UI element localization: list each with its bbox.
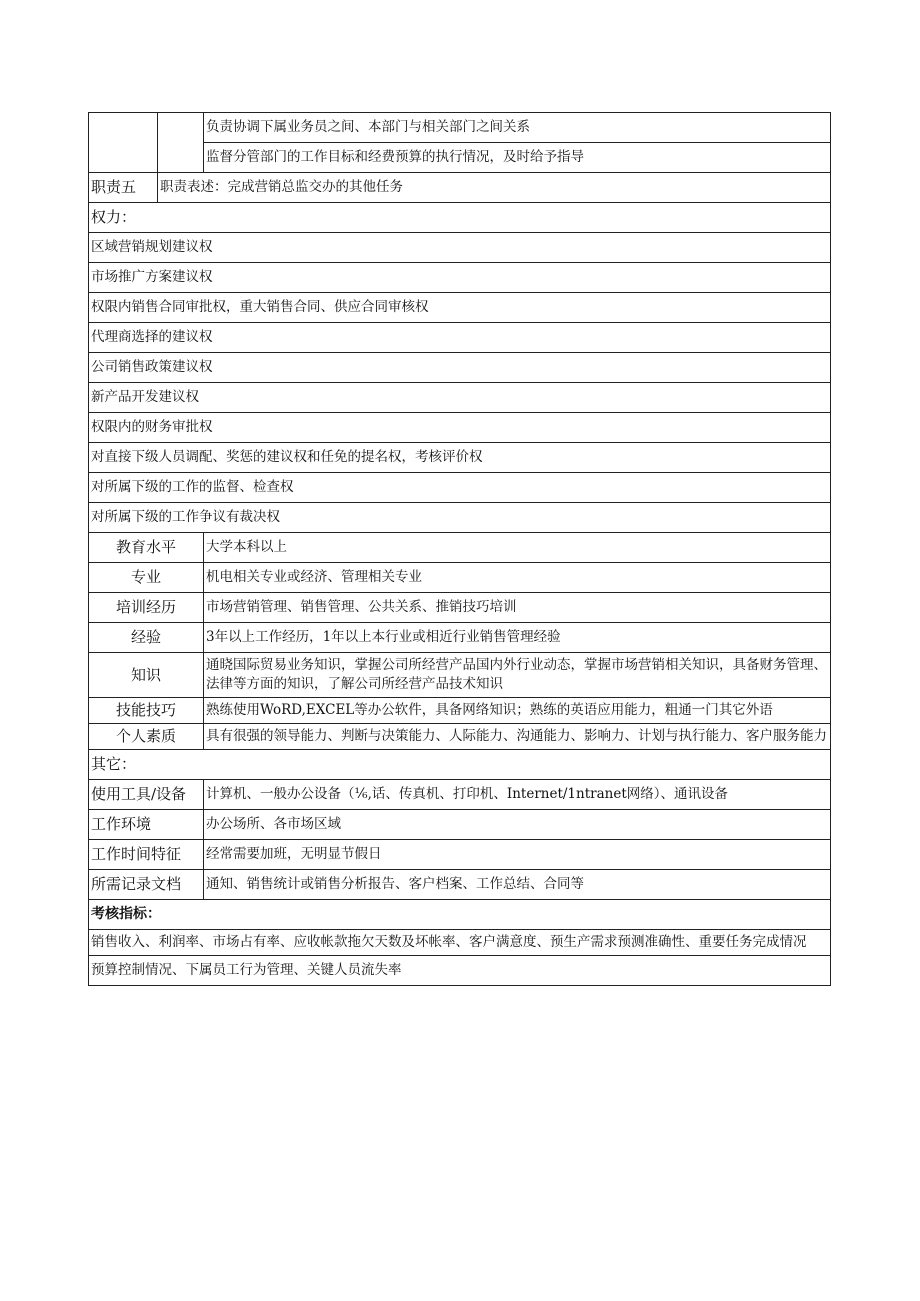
other-label: 工作环境 [89, 810, 204, 840]
qualification-row [89, 623, 831, 653]
other-value: 经常需要加班，无明显节假日 [204, 840, 831, 870]
other-row [89, 810, 831, 840]
duty5-label: 职责五 [89, 173, 158, 203]
qualification-label: 技能技巧 [89, 698, 204, 724]
power-item: 对直接下级人员调配、奖惩的建议权和任免的提名权，考核评价权 [89, 443, 831, 473]
qualification-label: 专业 [89, 563, 204, 593]
job-description-table [88, 112, 831, 986]
qualification-value: 熟练使用WoRD,EXCEL等办公软件，具备网络知识；熟练的英语应用能力，粗通一门其它外语 [204, 698, 831, 724]
qualification-value: 具有很强的领导能力、判断与决策能力、人际能力、沟通能力、影响力、计划与执行能力、客户服务能力 [204, 724, 831, 750]
qualification-value: 机电相关专业或经济、管理相关专业 [204, 563, 831, 593]
qualification-label: 个人素质 [89, 724, 204, 750]
power-item: 区域营销规划建议权 [89, 233, 831, 263]
duty-item: 监督分管部门的工作目标和经费预算的执行情况，及时给予指导 [204, 143, 831, 173]
qualification-value: 通晓国际贸易业务知识，掌握公司所经营产品国内外行业动态，掌握市场营销相关知识，具备财务管理、法律等方面的知识，了解公司所经营产品技术知识 [204, 653, 831, 698]
qualification-value: 大学本科以上 [204, 533, 831, 563]
power-item: 权限内销售合同审批权，重大销售合同、供应合同审核权 [89, 293, 831, 323]
other-header-row [89, 750, 831, 780]
other-row [89, 870, 831, 900]
duty-label-cell-empty [89, 113, 158, 173]
qualification-label: 培训经历 [89, 593, 204, 623]
qualification-row [89, 724, 831, 750]
other-label: 所需记录文档 [89, 870, 204, 900]
other-label: 工作时间特征 [89, 840, 204, 870]
power-item: 市场推广方案建议权 [89, 263, 831, 293]
assessment-item: 预算控制情况、下属员工行为管理、关键人员流失率 [89, 956, 831, 986]
power-item: 公司销售政策建议权 [89, 353, 831, 383]
power-item: 权限内的财务审批权 [89, 413, 831, 443]
assessment-header: 考核指标： [89, 900, 831, 930]
duty-item: 负责协调下属业务员之间、本部门与相关部门之间关系 [204, 113, 831, 143]
qualification-row [89, 593, 831, 623]
assessment-item: 销售收入、利润率、市场占有率、应收帐款拖欠天数及坏帐率、客户满意度、预生产需求预测准确性、重要任务完成情况 [89, 930, 831, 956]
qualification-label: 教育水平 [89, 533, 204, 563]
power-item: 新产品开发建议权 [89, 383, 831, 413]
qualification-value: 市场营销管理、销售管理、公共关系、推销技巧培训 [204, 593, 831, 623]
other-row [89, 780, 831, 810]
power-item: 对所属下级的工作的监督、检查权 [89, 473, 831, 503]
duty5-row [89, 173, 831, 203]
other-value: 通知、销售统计或销售分析报告、客户档案、工作总结、合同等 [204, 870, 831, 900]
assessment-row [89, 930, 831, 956]
duty-row [89, 113, 831, 143]
other-value: 计算机、一般办公设备（⅙,话、传真机、打印机、Internet/1ntranet网络）、通讯设备 [204, 780, 831, 810]
duty5-text: 职责表述：完成营销总监交办的其他任务 [158, 173, 831, 203]
qualification-row [89, 653, 831, 698]
qualification-row [89, 533, 831, 563]
powers-header-row [89, 203, 831, 233]
qualification-label: 经验 [89, 623, 204, 653]
powers-header: 权力： [89, 203, 831, 233]
qualification-value: 3年以上工作经历，1年以上本行业或相近行业销售管理经验 [204, 623, 831, 653]
other-value: 办公场所、各市场区域 [204, 810, 831, 840]
other-header: 其它： [89, 750, 831, 780]
duty-sub-cell-empty [158, 113, 204, 173]
qualification-label: 知识 [89, 653, 204, 698]
other-label: 使用工具/设备 [89, 780, 204, 810]
assessment-row [89, 956, 831, 986]
power-item: 代理商选择的建议权 [89, 323, 831, 353]
power-item: 对所属下级的工作争议有裁决权 [89, 503, 831, 533]
assessment-header-row [89, 900, 831, 930]
other-row [89, 840, 831, 870]
qualification-row [89, 563, 831, 593]
qualification-row [89, 698, 831, 724]
